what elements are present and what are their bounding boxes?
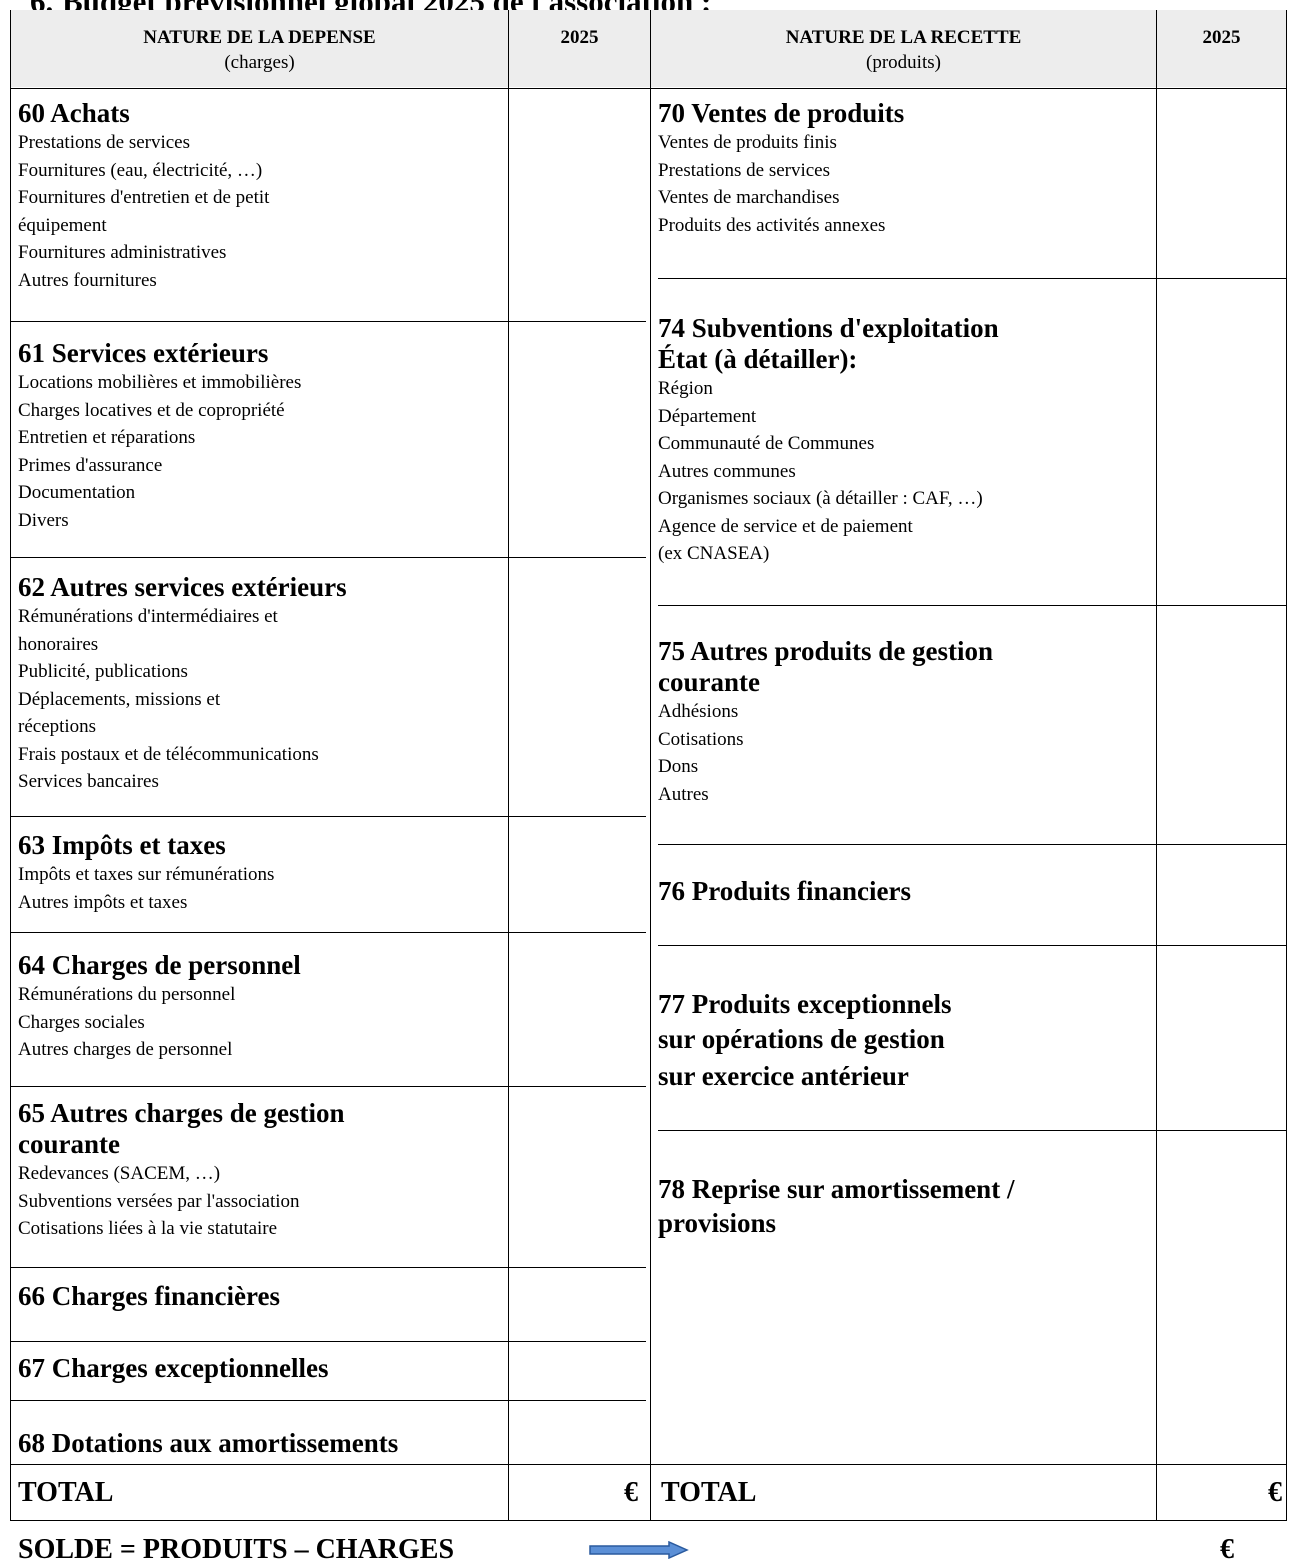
section-title: 74 Subventions d'exploitation bbox=[658, 313, 999, 343]
section-title: 76 Produits financiers bbox=[658, 876, 912, 906]
revenue-divider bbox=[658, 844, 1287, 845]
list-item: Région bbox=[658, 378, 713, 399]
section-title: 64 Charges de personnel bbox=[18, 950, 301, 980]
section-title: 60 Achats bbox=[18, 98, 130, 128]
section-title-cont: courante bbox=[658, 667, 760, 697]
revenue-divider bbox=[658, 1130, 1287, 1131]
list-item: Fournitures d'entretien et de petit bbox=[18, 187, 270, 208]
section-title: 65 Autres charges de gestion bbox=[18, 1098, 345, 1128]
revenue-divider bbox=[658, 278, 1287, 279]
list-item: Agence de service et de paiement bbox=[658, 515, 913, 537]
list-item: Locations mobilières et immobilières bbox=[18, 372, 302, 393]
expense-section-67 bbox=[18, 1353, 328, 1384]
list-item: Subventions versées par l'association bbox=[18, 1190, 300, 1212]
year-header-right bbox=[1157, 25, 1286, 50]
section-title-cont: État (à détailler): bbox=[658, 344, 858, 374]
expense-divider bbox=[10, 321, 646, 322]
total-revenues-label: TOTAL bbox=[661, 1477, 757, 1508]
section-title-cont: provisions bbox=[658, 1208, 777, 1238]
list-item: Autres bbox=[658, 783, 709, 805]
revenue-section-70 bbox=[658, 98, 904, 239]
section-title: 61 Services extérieurs bbox=[18, 338, 269, 368]
expense-header-title: NATURE DE LA DEPENSE bbox=[143, 27, 376, 48]
expense-section-62 bbox=[18, 572, 347, 796]
revenue-section-76 bbox=[658, 876, 911, 907]
revenue-divider bbox=[658, 605, 1287, 606]
solde-unit: € bbox=[1220, 1534, 1234, 1565]
revenue-header-title: NATURE DE LA RECETTE bbox=[785, 27, 1022, 48]
list-item: Dons bbox=[658, 756, 699, 777]
solde-label: SOLDE = PRODUITS – CHARGES bbox=[18, 1534, 455, 1565]
expense-section-61 bbox=[18, 338, 301, 534]
list-item: Divers bbox=[18, 509, 69, 531]
total-row-bottom-border bbox=[10, 1520, 1287, 1521]
section-title: 70 Ventes de produits bbox=[658, 98, 905, 128]
right-border bbox=[1286, 10, 1287, 1521]
expense-divider bbox=[10, 1341, 646, 1342]
col-divider-left-year bbox=[508, 10, 509, 1521]
list-item: Autres charges de personnel bbox=[18, 1039, 233, 1060]
expense-divider bbox=[10, 816, 646, 817]
list-item: Produits des activités annexes bbox=[658, 214, 886, 236]
year-header-left bbox=[509, 25, 650, 50]
revenue-header-sub: (produits) bbox=[866, 52, 941, 73]
list-item: Fournitures (eau, électricité, …) bbox=[18, 159, 263, 181]
list-item: Charges sociales bbox=[18, 1011, 145, 1033]
list-item: Fournitures administratives bbox=[18, 242, 227, 263]
col-divider-right-year bbox=[1156, 10, 1157, 1521]
section-title: 77 Produits exceptionnels bbox=[658, 989, 952, 1019]
expense-divider bbox=[10, 557, 646, 558]
list-item: Impôts et taxes sur rémunérations bbox=[18, 864, 275, 885]
list-item: Publicité, publications bbox=[18, 661, 188, 682]
list-item: Communauté de Communes bbox=[658, 433, 875, 454]
list-item: Autres impôts et taxes bbox=[18, 891, 188, 913]
list-item: Organismes sociaux (à détailler : CAF, …) bbox=[658, 488, 983, 509]
year-left-label: 2025 bbox=[560, 27, 599, 48]
header-bottom-border bbox=[10, 88, 1287, 89]
revenue-section-74 bbox=[658, 313, 999, 568]
list-item: Cotisations liées à la vie statutaire bbox=[18, 1218, 278, 1239]
year-right-label: 2025 bbox=[1202, 27, 1241, 48]
list-item: Prestations de services bbox=[18, 132, 191, 153]
total-revenues-unit: € bbox=[1268, 1477, 1282, 1508]
expense-section-60 bbox=[18, 98, 269, 294]
section-title: 63 Impôts et taxes bbox=[18, 830, 226, 860]
revenue-header bbox=[651, 25, 1156, 75]
list-item: Département bbox=[658, 405, 757, 427]
section-title: 75 Autres produits de gestion bbox=[658, 636, 994, 666]
section-title-cont: sur opérations de gestion bbox=[658, 1024, 945, 1054]
list-item: Rémunérations du personnel bbox=[18, 984, 236, 1005]
list-item: Primes d'assurance bbox=[18, 454, 163, 476]
expense-divider bbox=[10, 932, 646, 933]
section-title-cont: sur exercice antérieur bbox=[658, 1061, 909, 1091]
list-item: Entretien et réparations bbox=[18, 427, 196, 448]
list-item: honoraires bbox=[18, 633, 99, 655]
list-item: Redevances (SACEM, …) bbox=[18, 1163, 221, 1184]
section-title: 66 Charges financières bbox=[18, 1281, 280, 1311]
list-item: (ex CNASEA) bbox=[658, 543, 770, 564]
list-item: équipement bbox=[18, 214, 107, 236]
list-item: Adhésions bbox=[658, 701, 739, 722]
list-item: Autres fournitures bbox=[18, 269, 157, 291]
arrow-right-icon bbox=[589, 1541, 689, 1559]
revenue-divider bbox=[658, 945, 1287, 946]
list-item: Prestations de services bbox=[658, 159, 831, 181]
total-expenses-unit: € bbox=[624, 1477, 638, 1508]
expense-section-64 bbox=[18, 950, 301, 1064]
revenue-section-75 bbox=[658, 636, 993, 808]
revenue-section-78 bbox=[658, 1172, 1014, 1240]
list-item: Cotisations bbox=[658, 728, 744, 750]
expense-divider bbox=[10, 1267, 646, 1268]
expense-divider bbox=[10, 1086, 646, 1087]
list-item: Rémunérations d'intermédiaires et bbox=[18, 606, 278, 627]
expense-header-sub: (charges) bbox=[224, 52, 295, 73]
expense-section-68 bbox=[18, 1428, 398, 1459]
total-row-top-border bbox=[10, 1464, 1287, 1465]
list-item: Frais postaux et de télécommunications bbox=[18, 743, 319, 765]
expense-section-63 bbox=[18, 830, 274, 916]
list-item: Ventes de produits finis bbox=[658, 132, 837, 153]
list-item: Déplacements, missions et bbox=[18, 688, 221, 710]
left-border bbox=[10, 10, 11, 1521]
revenue-section-77 bbox=[658, 987, 952, 1095]
list-item: réceptions bbox=[18, 716, 97, 737]
col-divider-middle bbox=[650, 10, 651, 1521]
expense-header bbox=[11, 25, 508, 75]
section-title: 67 Charges exceptionnelles bbox=[18, 1353, 329, 1383]
list-item: Services bancaires bbox=[18, 771, 159, 792]
section-title: 78 Reprise sur amortissement / bbox=[658, 1174, 1015, 1204]
expense-section-66 bbox=[18, 1281, 280, 1312]
expense-divider bbox=[10, 1400, 646, 1401]
list-item: Charges locatives et de copropriété bbox=[18, 399, 285, 421]
section-title: 62 Autres services extérieurs bbox=[18, 572, 347, 602]
list-item: Autres communes bbox=[658, 460, 796, 482]
expense-section-65 bbox=[18, 1098, 344, 1243]
section-title: 68 Dotations aux amortissements bbox=[18, 1428, 399, 1458]
section-title-cont: courante bbox=[18, 1129, 120, 1159]
list-item: Documentation bbox=[18, 482, 136, 503]
list-item: Ventes de marchandises bbox=[658, 187, 840, 208]
total-expenses-label: TOTAL bbox=[18, 1477, 114, 1508]
